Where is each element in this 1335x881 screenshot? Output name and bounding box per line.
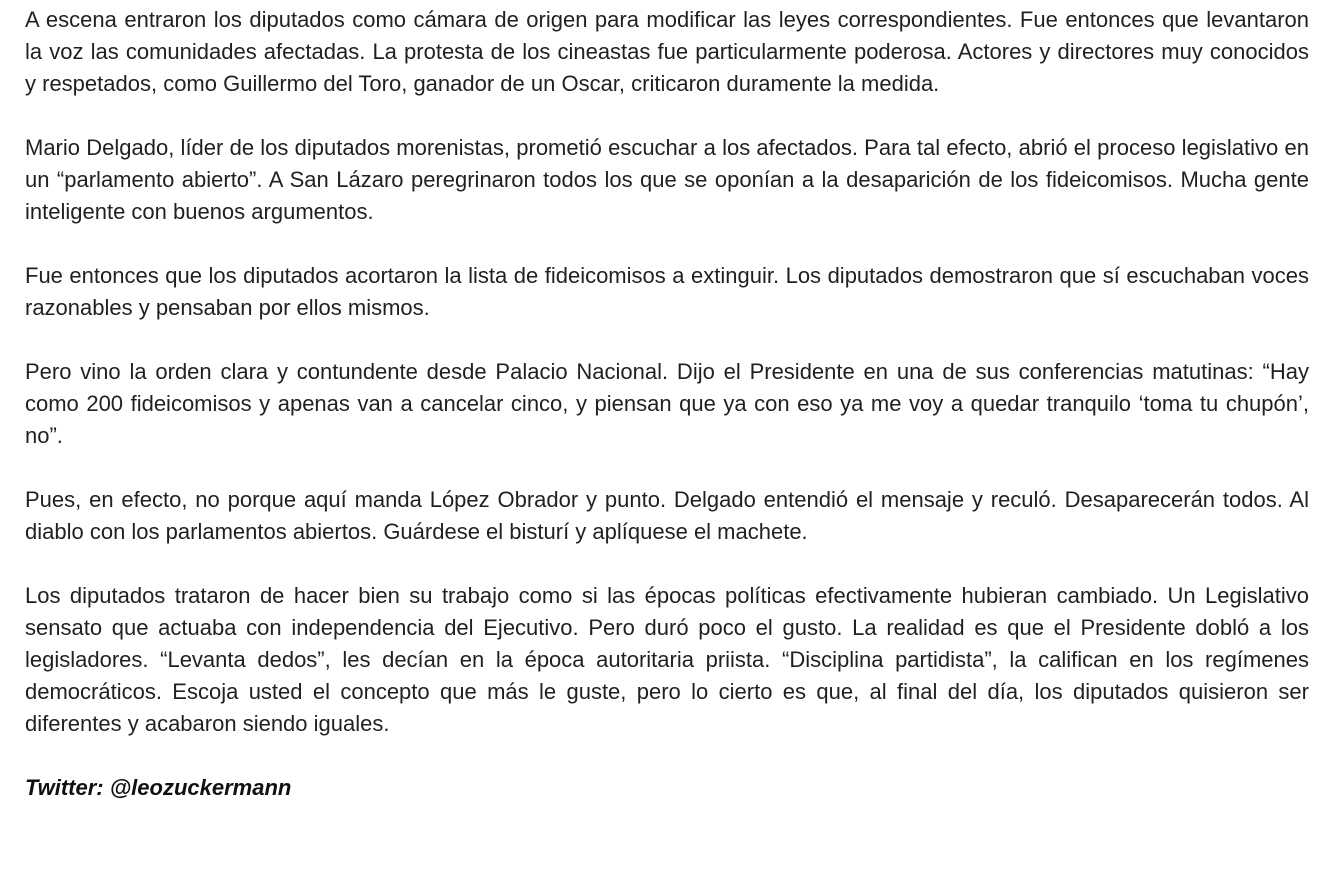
article-body — [25, 4, 1309, 836]
paragraph-3: Fue entonces que los diputados acortaron la lista de fideicomisos a extinguir. Los diputados demostraron que sí escuchaban voces razonables y pensaban por ellos mismos. — [25, 263, 1309, 320]
paragraph-4: Pero vino la orden clara y contundente desde Palacio Nacional. Dijo el Presidente en una de sus conferencias matutinas: “Hay como 200 fideicomisos y apenas van a cancelar cinco, y piensan que ya con eso ya me voy a quedar tranquilo ‘toma tu chupón’, no”. — [25, 359, 1309, 448]
paragraph-2: Mario Delgado, líder de los diputados morenistas, prometió escuchar a los afectados. Para tal efecto, abrió el proceso legislativo en un “parlamento abierto”. A San Lázaro peregrinaron todos los que se oponían a la desaparición de los fideicomisos. Mucha gente inteligente con buenos argumentos. — [25, 135, 1309, 224]
paragraph-6: Los diputados trataron de hacer bien su trabajo como si las épocas políticas efectivamente hubieran cambiado. Un Legislativo sensato que actuaba con independencia del Ejecutivo. Pero duró poco el gusto. La realidad es que el Presidente dobló a los legisladores. “Levanta dedos”, les decían en la época autoritaria priista. “Disciplina partidista”, la califican en los regímenes democráticos. Escoja usted el concepto que más le guste, pero lo cierto es que, al final del día, los diputados quisieron ser diferentes y acabaron siendo iguales. — [25, 583, 1309, 736]
author-twitter-signature: Twitter: @leozuckermann — [25, 775, 292, 800]
paragraph-1: A escena entraron los diputados como cámara de origen para modificar las leyes correspondientes. Fue entonces que levantaron la voz las comunidades afectadas. La protesta de los cineastas fue particularmente poderosa. Actores y directores muy conocidos y respetados, como Guillermo del Toro, ganador de un Oscar, criticaron duramente la medida. — [25, 7, 1309, 96]
paragraph-5: Pues, en efecto, no porque aquí manda López Obrador y punto. Delgado entendió el mensaje y reculó. Desaparecerán todos. Al diablo con los parlamentos abiertos. Guárdese el bisturí y aplíquese el machete. — [25, 487, 1309, 544]
